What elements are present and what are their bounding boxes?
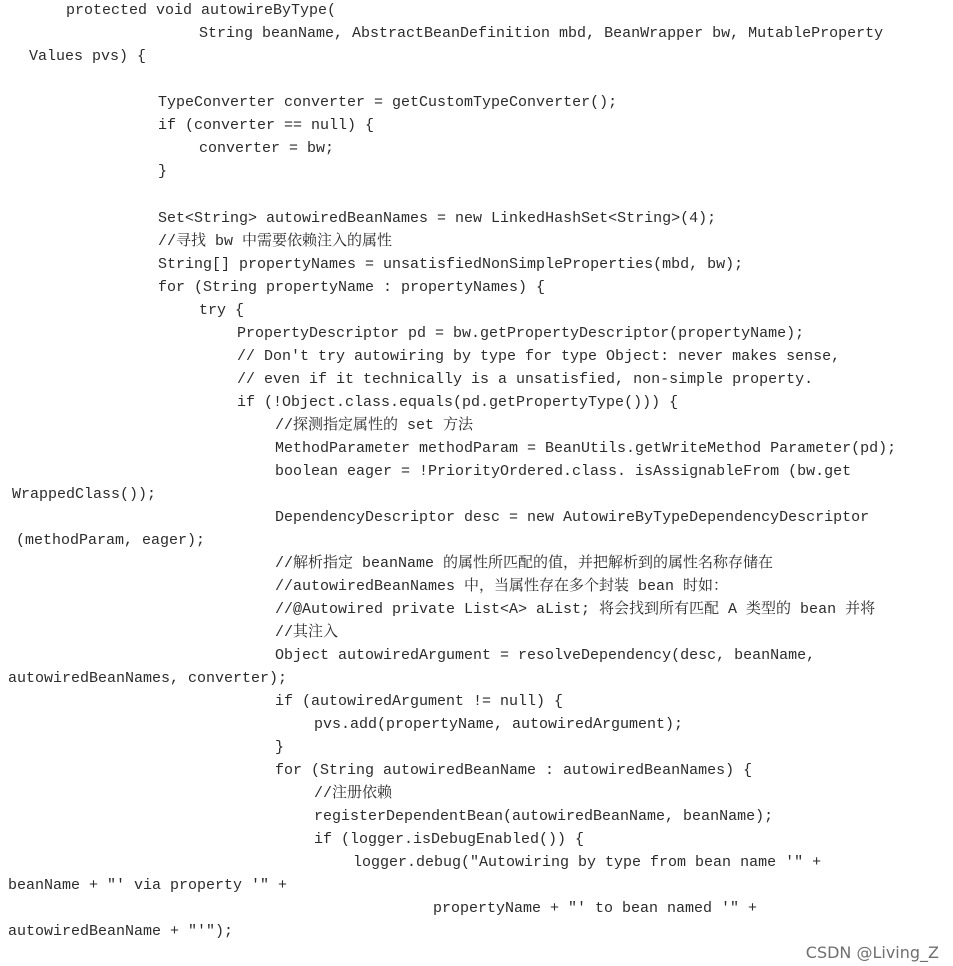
code-line: boolean eager = !PriorityOrdered.class. isAssignableFrom (bw.get <box>275 463 852 480</box>
code-line: if (logger.isDebugEnabled()) { <box>314 831 585 848</box>
watermark: CSDN @Living_Z <box>805 943 939 962</box>
code-line: Object autowiredArgument = resolveDependency(desc, beanName, <box>275 647 816 664</box>
code-comment: // Don't try autowiring by type for type Object: never makes sense, <box>237 348 841 365</box>
code-line: if (converter == null) { <box>158 117 375 134</box>
code-line: DependencyDescriptor desc = new AutowireByTypeDependencyDescriptor <box>275 509 870 526</box>
code-comment: //注册依赖 <box>314 785 393 802</box>
code-line: try { <box>199 302 245 319</box>
code-line: registerDependentBean(autowiredBeanName, beanName); <box>314 808 774 825</box>
code-line: beanName + "' via property '" + <box>8 877 288 894</box>
code-line: propertyName + "' to bean named '" + <box>433 900 758 917</box>
code-line: (methodParam, eager); <box>16 532 206 549</box>
code-line: protected void autowireByType( <box>66 2 337 19</box>
code-comment: //探测指定属性的 set 方法 <box>275 417 474 434</box>
code-line: } <box>158 163 168 180</box>
code-line: Set<String> autowiredBeanNames = new LinkedHashSet<String>(4); <box>158 210 717 227</box>
code-line: } <box>275 739 285 756</box>
code-line: String beanName, AbstractBeanDefinition mbd, BeanWrapper bw, MutableProperty <box>199 25 884 42</box>
code-line: if (!Object.class.equals(pd.getPropertyType())) { <box>237 394 679 411</box>
code-line: TypeConverter converter = getCustomTypeConverter(); <box>158 94 618 111</box>
code-line: if (autowiredArgument != null) { <box>275 693 564 710</box>
code-line: logger.debug("Autowiring by type from bean name '" + <box>353 854 822 871</box>
code-comment: // even if it technically is a unsatisfied, non-simple property. <box>237 371 814 388</box>
code-line: PropertyDescriptor pd = bw.getPropertyDescriptor(propertyName); <box>237 325 805 342</box>
code-line: String[] propertyNames = unsatisfiedNonSimpleProperties(mbd, bw); <box>158 256 744 273</box>
code-comment: //解析指定 beanName 的属性所匹配的值，并把解析到的属性名称存储在 <box>275 555 774 572</box>
code-line: converter = bw; <box>199 140 335 157</box>
code-comment: //寻找 bw 中需要依赖注入的属性 <box>158 233 393 250</box>
code-line: for (String autowiredBeanName : autowiredBeanNames) { <box>275 762 753 779</box>
code-line: for (String propertyName : propertyNames) { <box>158 279 546 296</box>
code-comment: //autowiredBeanNames 中，当属性存在多个封装 bean 时如： <box>275 578 729 595</box>
code-line: MethodParameter methodParam = BeanUtils.getWriteMethod Parameter(pd); <box>275 440 897 457</box>
code-line: pvs.add(propertyName, autowiredArgument); <box>314 716 684 733</box>
code-line: Values pvs) { <box>29 48 147 65</box>
code-comment: //其注入 <box>275 624 339 641</box>
code-line: autowiredBeanName + "'"); <box>8 923 234 940</box>
code-comment: //@Autowired private List<A> aList; 将会找到所有匹配 A 类型的 bean 并将 <box>275 601 876 618</box>
code-line: WrappedClass()); <box>12 486 157 503</box>
code-line: autowiredBeanNames, converter); <box>8 670 288 687</box>
